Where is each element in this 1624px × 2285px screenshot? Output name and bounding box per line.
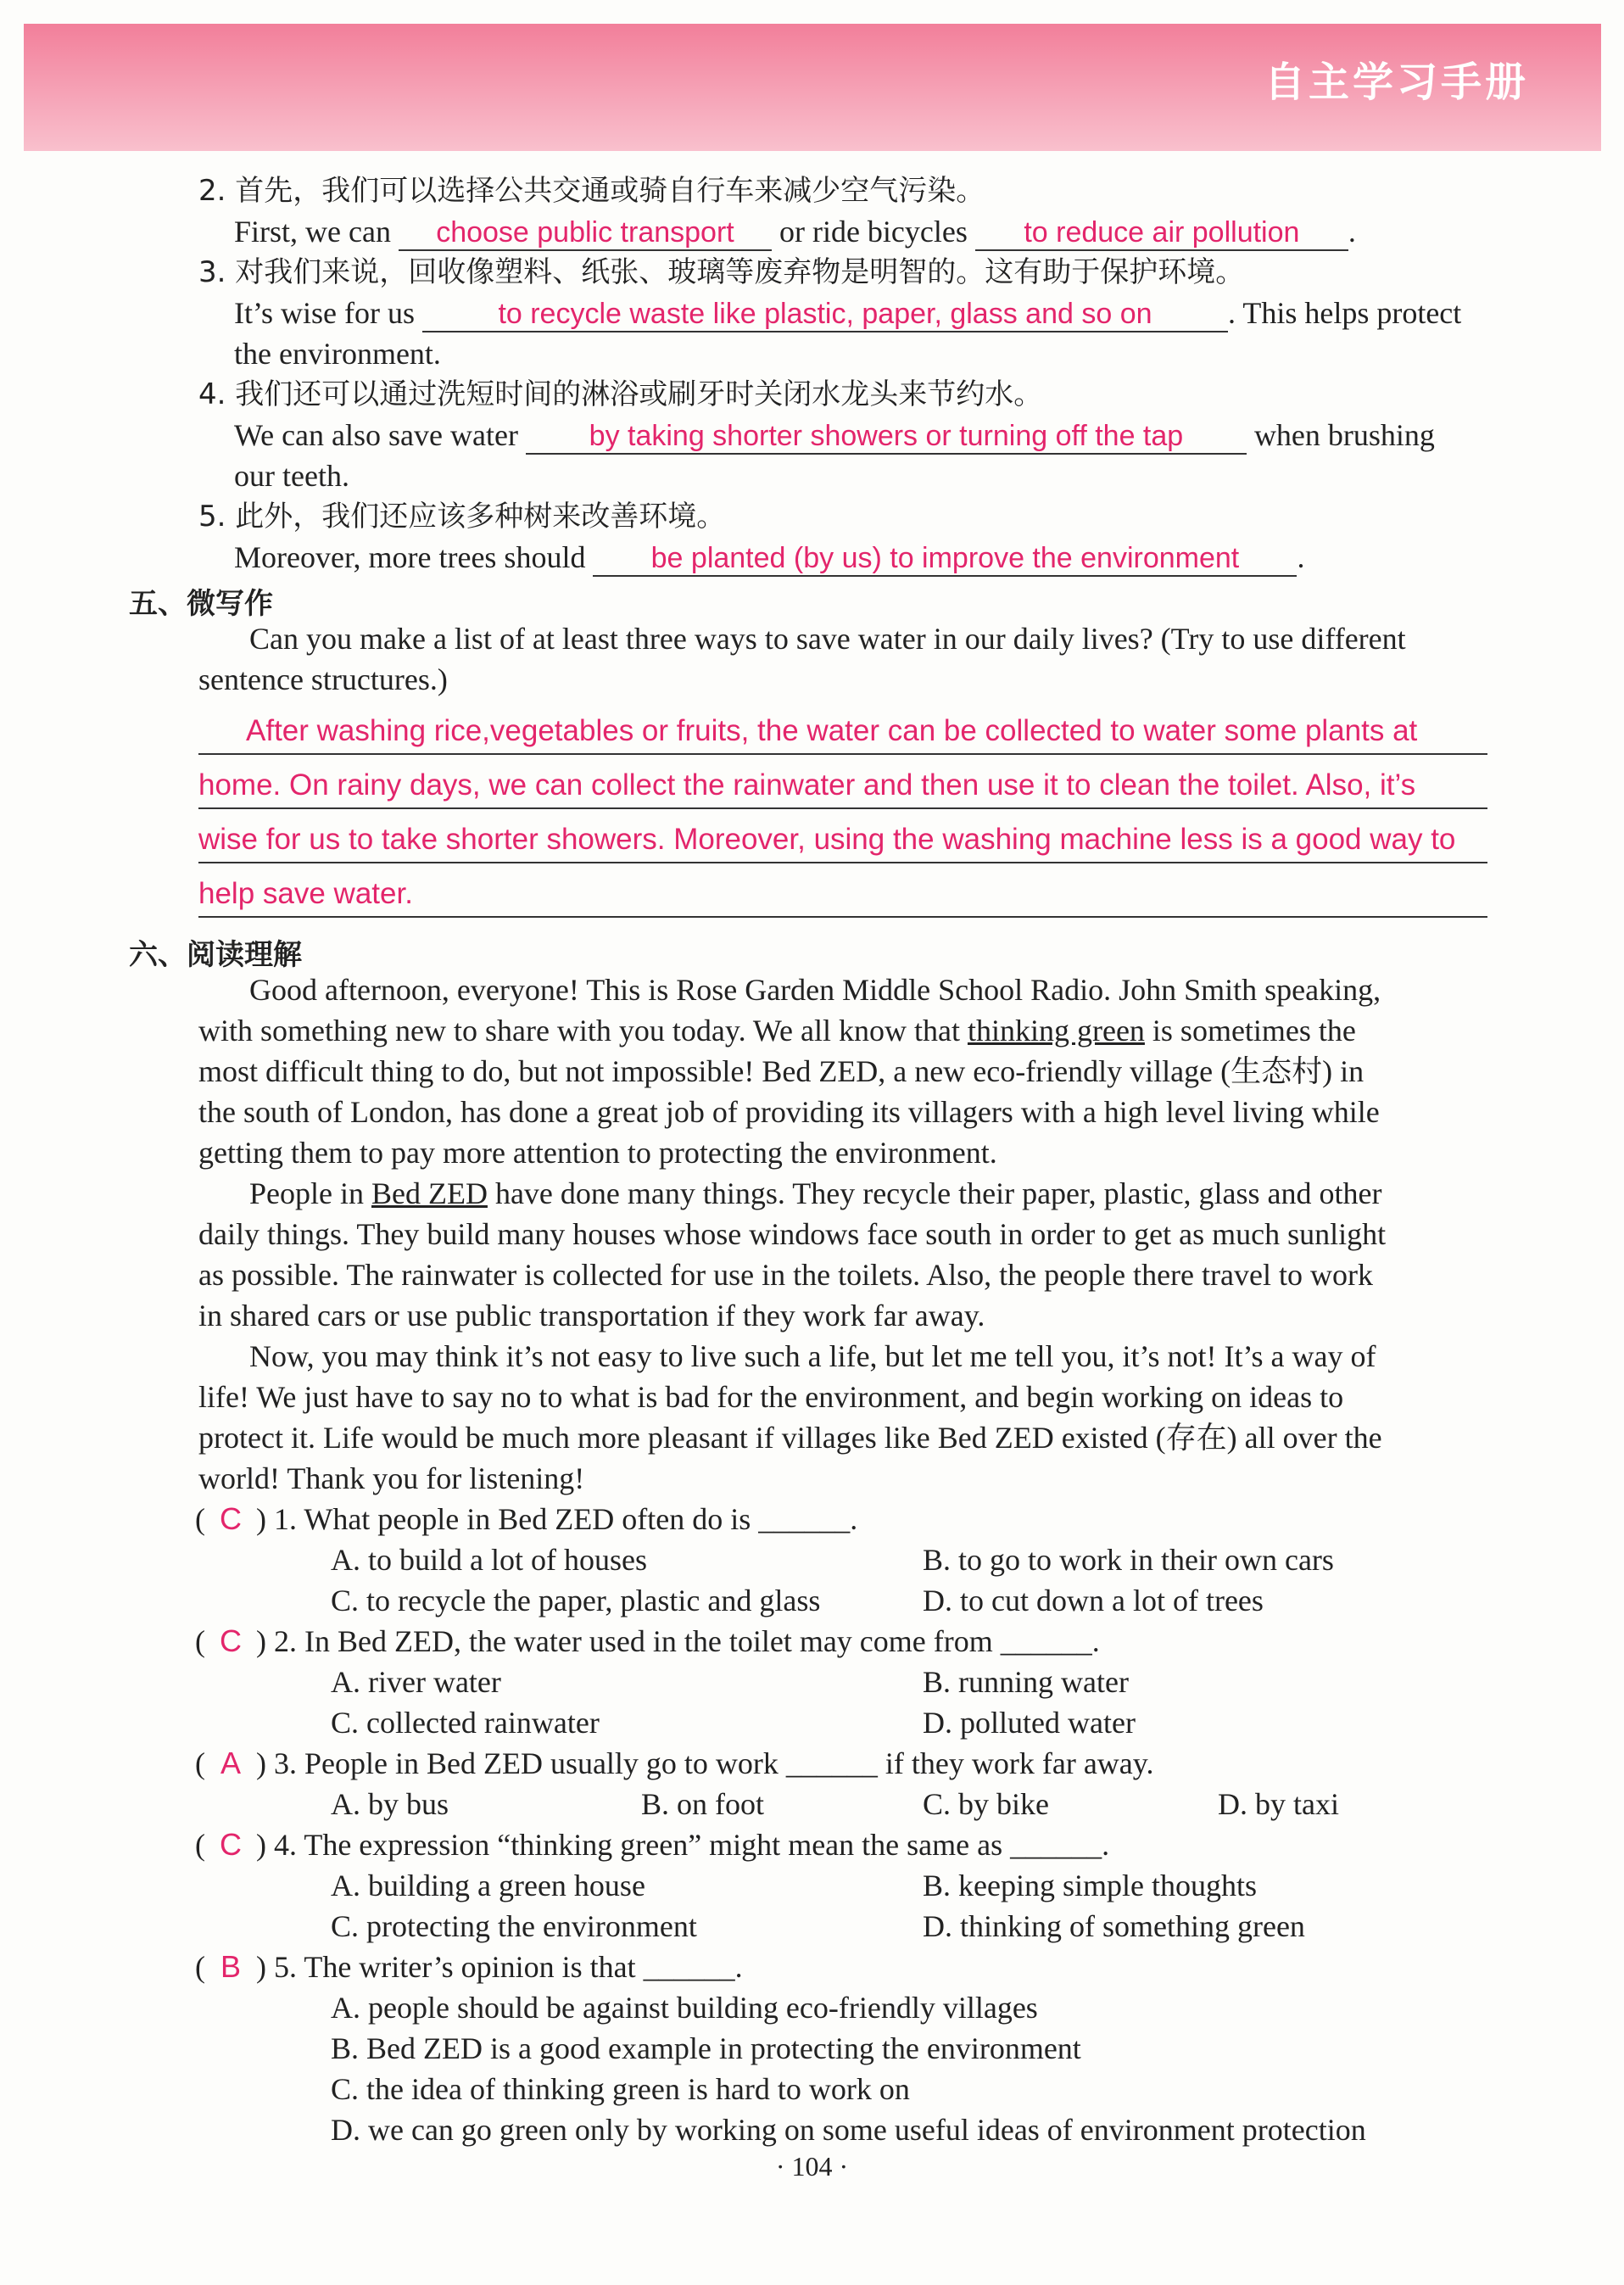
passage-line [198, 1011, 1356, 1050]
answer-blank: by taking shorter showers or turning off the tap [526, 419, 1247, 455]
option: B. Bed ZED is a good example in protecting the environment [331, 2031, 1081, 2065]
option: D. thinking of something green [923, 1909, 1305, 1943]
passage-underlined-phrase: Bed ZED [371, 1176, 488, 1210]
option: D. we can go green only by working on some useful ideas of environment protection [331, 2113, 1366, 2147]
writing-answer-line: home. On rainy days, we can collect the rainwater and then use it to clean the toilet. Also, it’s [198, 768, 1416, 802]
translation-zh-5: 5. 此外，我们还应该多种树来改善环境。 [198, 500, 726, 534]
writing-answer-line: wise for us to take shorter showers. Moreover, using the washing machine less is a good way to [198, 823, 1456, 856]
option: D. by taxi [1218, 1787, 1339, 1821]
answer-blank: to recycle waste like plastic, paper, glass and so on [422, 297, 1228, 332]
option: A. building a green house [331, 1869, 645, 1902]
writing-prompt-line1: Can you make a list of at least three ways to save water in our daily lives? (Try to use different [249, 622, 1406, 656]
answer-blank: choose public transport [399, 215, 772, 251]
question-4: ( C ) 4. The expression “thinking green” might mean the same as ______. [195, 1825, 1109, 1864]
passage-line: life! We just have to say no to what is bad for the environment, and begin working on ideas to [198, 1380, 1344, 1414]
option: A. to build a lot of houses [331, 1543, 647, 1577]
question-stem: ) 3. People in Bed ZED usually go to work ______ if they work far away. [256, 1746, 1154, 1780]
header-title: 自主学习手册 [1264, 59, 1529, 106]
answer-blank: to reduce air pollution [975, 215, 1348, 251]
question-stem: ) 1. What people in Bed ZED often do is ______. [256, 1502, 858, 1536]
question-3: ( A ) 3. People in Bed ZED usually go to work ______ if they work far away. [195, 1744, 1153, 1783]
translation-en-suffix: . [1348, 215, 1356, 249]
passage-line: Good afternoon, everyone! This is Rose Garden Middle School Radio. John Smith speaking, [249, 973, 1381, 1007]
writing-answer-line: help save water. [198, 877, 413, 910]
question-stem: ) 4. The expression “thinking green” might mean the same as ______. [256, 1828, 1110, 1862]
answer-letter: C [220, 1827, 242, 1862]
answer-letter: C [220, 1623, 242, 1658]
question-stem: ) 5. The writer’s opinion is that ______. [256, 1950, 743, 1984]
option: B. to go to work in their own cars [923, 1543, 1334, 1577]
passage-line: as possible. The rainwater is collected for use in the toilets. Also, the people there travel to work [198, 1258, 1373, 1292]
option: B. keeping simple thoughts [923, 1869, 1257, 1902]
translation-en-suffix: . This helps protect [1227, 296, 1462, 330]
question-5: ( B ) 5. The writer’s opinion is that ______. [195, 1947, 743, 1986]
translation-en-mid: or ride bicycles [779, 215, 968, 249]
section-heading-reading: 六、阅读理解 [129, 938, 302, 972]
question-2: ( C ) 2. In Bed ZED, the water used in the toilet may come from ______. [195, 1622, 1100, 1661]
passage-text: is sometimes the [1152, 1014, 1356, 1048]
translation-en-3-cont: the environment. [234, 337, 441, 371]
translation-zh-4: 4. 我们还可以通过洗短时间的淋浴或刷牙时关闭水龙头来节约水。 [198, 377, 1043, 411]
passage-underlined-phrase: thinking green [967, 1014, 1145, 1048]
passage-line: getting them to pay more attention to protecting the environment. [198, 1136, 997, 1170]
answer-letter: A [220, 1746, 241, 1780]
translation-en-4 [234, 416, 1435, 455]
translation-en-prefix: Moreover, more trees should [234, 540, 586, 574]
translation-en-prefix: We can also save water [234, 418, 518, 452]
option: C. to recycle the paper, plastic and glass [331, 1584, 821, 1617]
option: A. river water [331, 1665, 501, 1699]
passage-line: most difficult thing to do, but not impossible! Bed ZED, a new eco-friendly village (生态村) in [198, 1054, 1364, 1088]
question-stem: ) 2. In Bed ZED, the water used in the toilet may come from ______. [256, 1624, 1100, 1658]
question-1: ( C ) 1. What people in Bed ZED often do is ______. [195, 1500, 857, 1539]
option: C. collected rainwater [331, 1706, 600, 1740]
translation-en-5 [234, 538, 1304, 577]
section-heading-writing: 五、微写作 [129, 587, 273, 621]
option: B. on foot [641, 1787, 765, 1821]
answer-letter: C [220, 1501, 242, 1536]
translation-zh-3: 3. 对我们来说，回收像塑料、纸张、玻璃等废弃物是明智的。这有助于保护环境。 [198, 255, 1245, 289]
translation-zh-2: 2. 首先，我们可以选择公共交通或骑自行车来减少空气污染。 [198, 174, 985, 208]
option: C. by bike [923, 1787, 1049, 1821]
passage-text: People in [249, 1176, 364, 1210]
passage-line: the south of London, has done a great job of providing its villagers with a high level living while [198, 1095, 1380, 1129]
option: C. protecting the environment [331, 1909, 697, 1943]
translation-en-4-cont: our teeth. [234, 459, 349, 493]
answer-letter: B [220, 1949, 241, 1984]
passage-line: daily things. They build many houses whose windows face south in order to get as much sunlight [198, 1217, 1387, 1251]
passage-line: world! Thank you for listening! [198, 1461, 585, 1495]
passage-line: Now, you may think it’s not easy to live such a life, but let me tell you, it’s not! It’s a way of [249, 1339, 1376, 1373]
translation-en-prefix: First, we can [234, 215, 391, 249]
passage-line: protect it. Life would be much more pleasant if villages like Bed ZED existed (存在) all over the [198, 1421, 1382, 1455]
translation-en-3 [234, 293, 1461, 332]
passage-text: have done many things. They recycle their paper, plastic, glass and other [494, 1176, 1382, 1210]
option: D. to cut down a lot of trees [923, 1584, 1264, 1617]
writing-answer-line: After washing rice,vegetables or fruits, the water can be collected to water some plants at [246, 714, 1418, 747]
writing-prompt-line2: sentence structures.) [198, 662, 448, 696]
passage-text: with something new to share with you today. We all know that [198, 1014, 960, 1048]
translation-en-prefix: It’s wise for us [234, 296, 415, 330]
option: C. the idea of thinking green is hard to work on [331, 2072, 910, 2106]
passage-line: in shared cars or use public transportation if they work far away. [198, 1299, 985, 1332]
option: A. people should be against building eco-friendly villages [331, 1991, 1038, 2025]
option: B. running water [923, 1665, 1129, 1699]
option: D. polluted water [923, 1706, 1136, 1740]
translation-en-suffix: . [1297, 540, 1305, 574]
translation-en-suffix: when brushing [1253, 418, 1435, 452]
page-number: · 104 · [775, 2151, 849, 2182]
translation-en-2 [234, 212, 1356, 251]
option: A. by bus [331, 1787, 449, 1821]
passage-line [249, 1174, 1382, 1213]
answer-blank: be planted (by us) to improve the environment [593, 541, 1297, 577]
